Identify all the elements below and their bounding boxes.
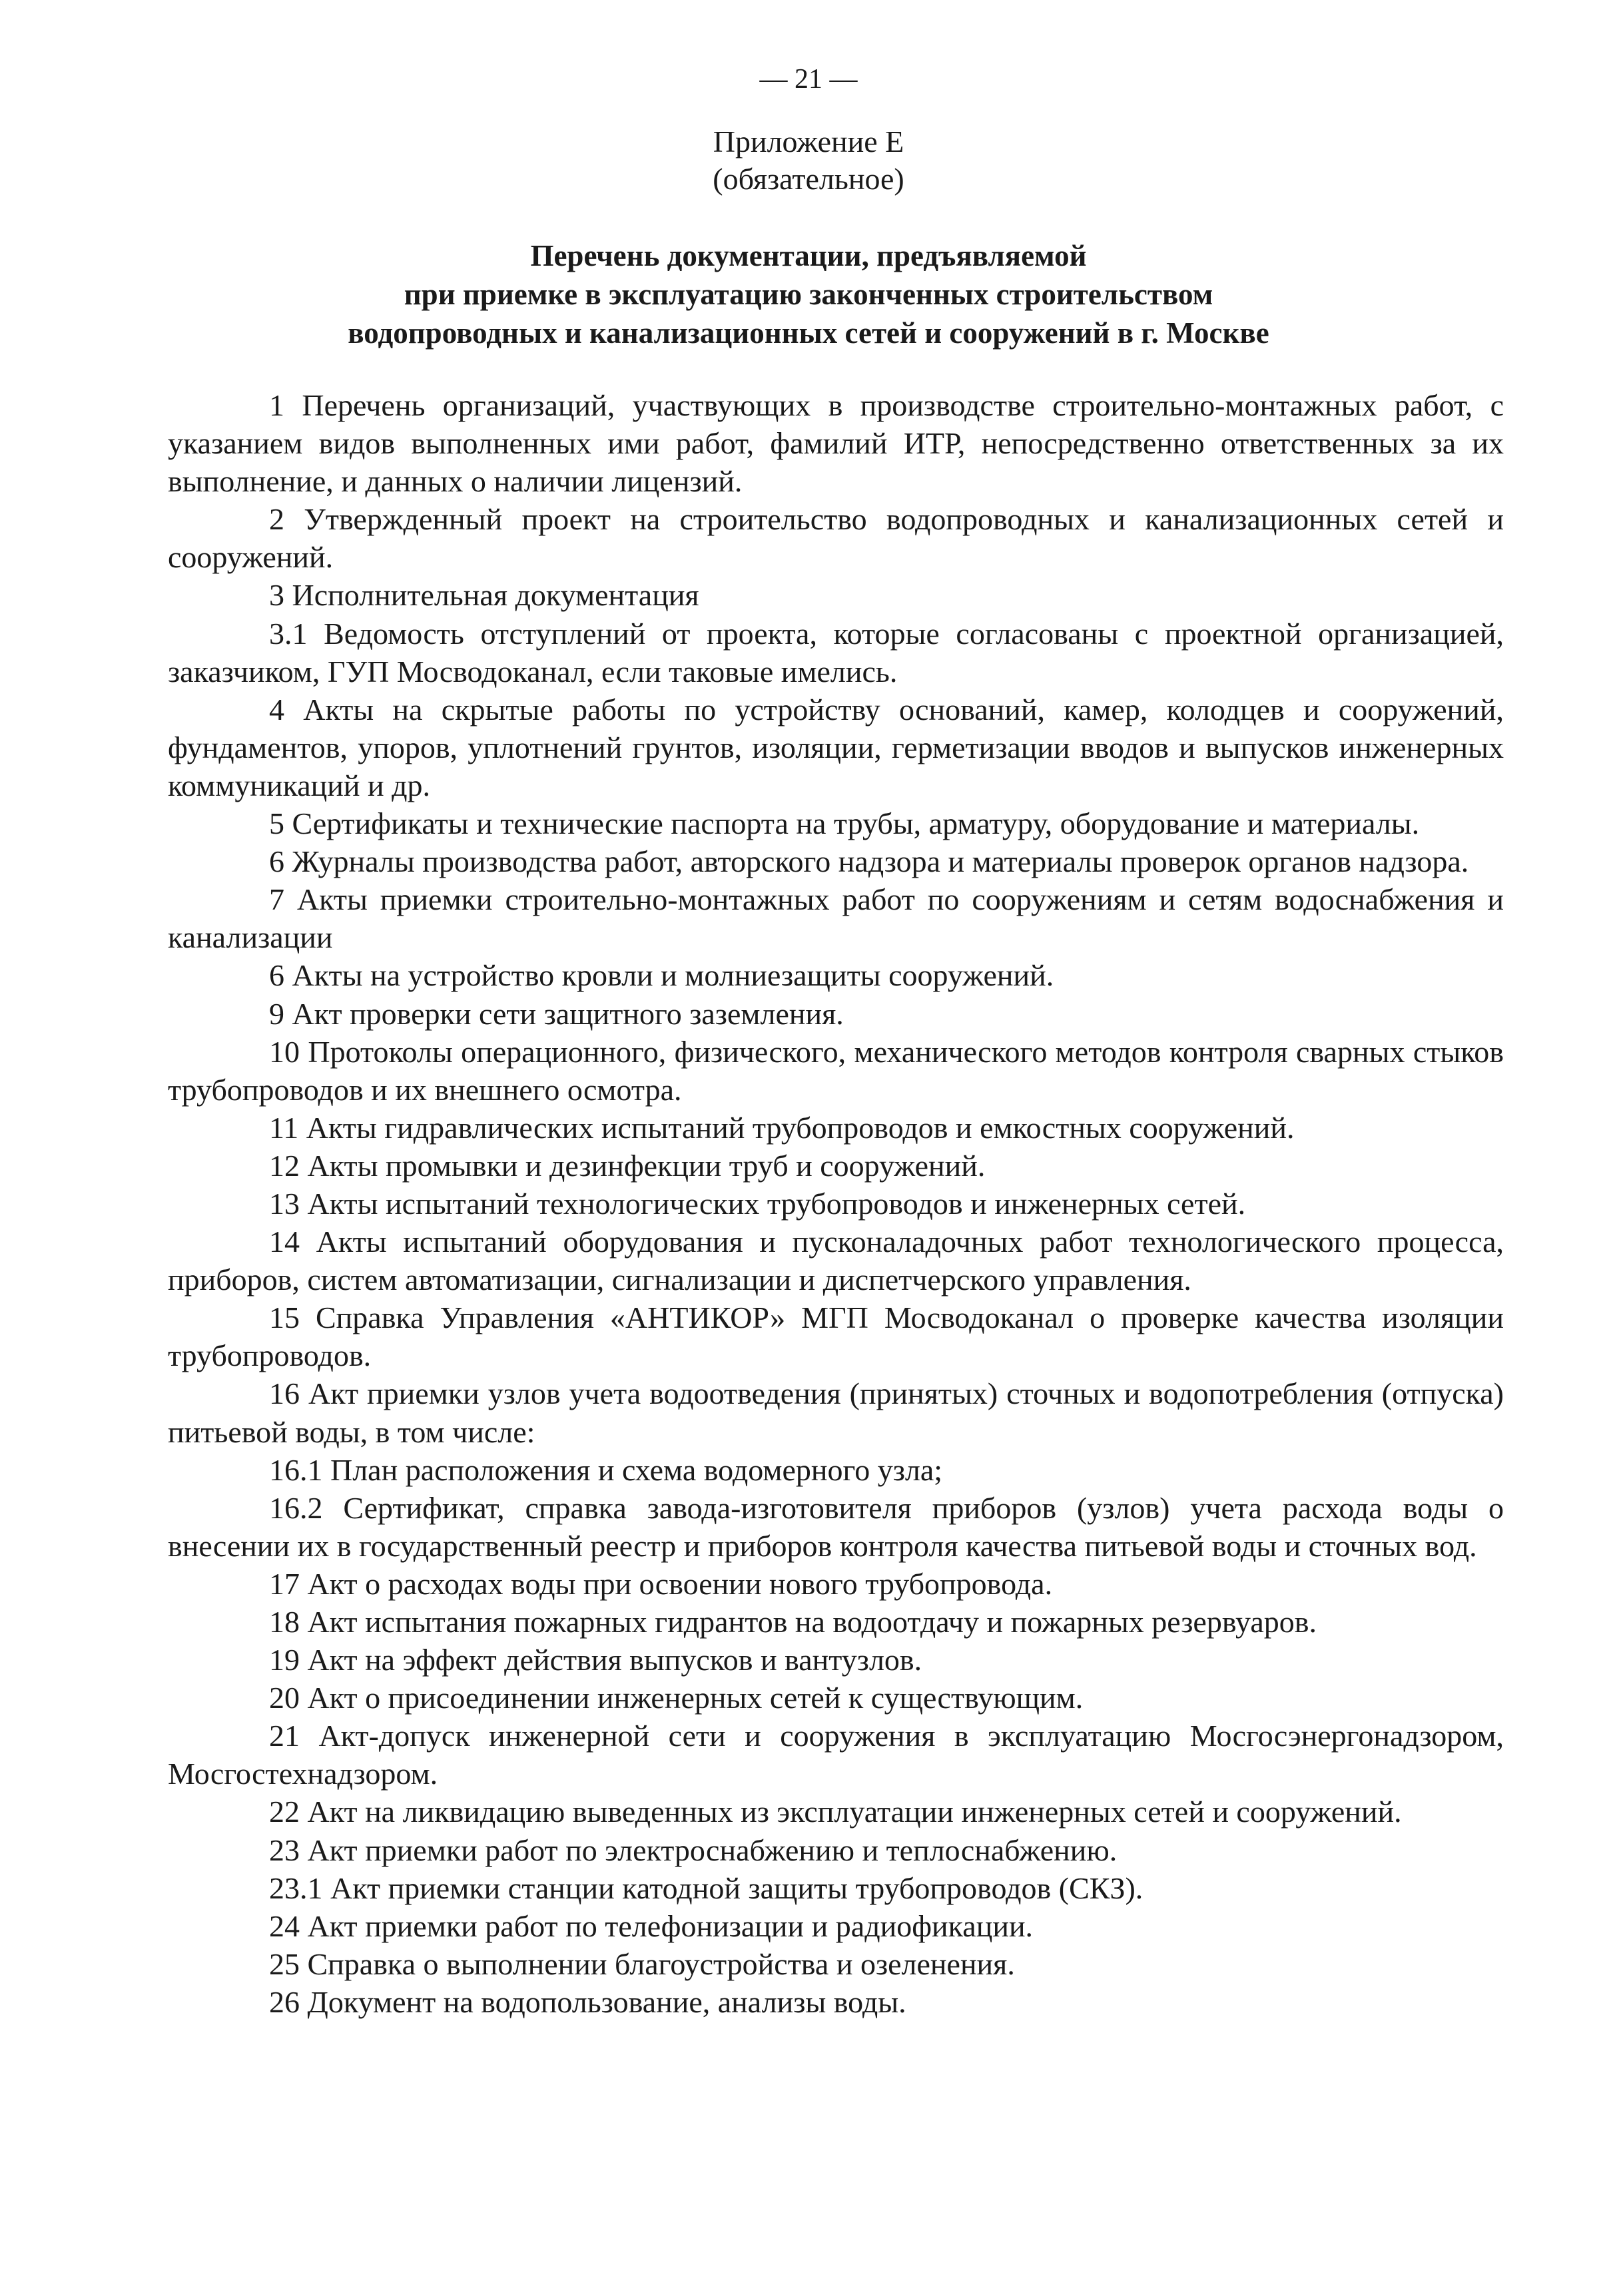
list-item: 3.1 Ведомость отступлений от проекта, которые согласованы с проектной организацией, заказчиком, ГУП Мосводоканал, если таковые имелись. xyxy=(168,616,1504,689)
heading-line: Перечень документации, предъявляемой xyxy=(530,239,1087,272)
list-item: 11 Акты гидравлических испытаний трубопроводов и емкостных сооружений. xyxy=(269,1110,1295,1145)
list-item: 16 Акт приемки узлов учета водоотведения (принятых) сточных и водопотребления (отпуска) питьевой воды, в том числе: xyxy=(168,1376,1504,1449)
list-item: 19 Акт на эффект действия выпусков и вантузлов. xyxy=(269,1643,922,1677)
page-number: — 21 — xyxy=(759,64,858,95)
list-item: 25 Справка о выполнении благоустройства и озеленения. xyxy=(269,1946,1015,1981)
document-list xyxy=(168,386,1504,2021)
list-item: 23 Акт приемки работ по электроснабжению и теплоснабжению. xyxy=(269,1833,1118,1867)
list-item: 23.1 Акт приемки станции катодной защиты трубопроводов (СКЗ). xyxy=(269,1870,1143,1905)
list-item: 10 Протоколы операционного, физического, механического методов контроля сварных стыков трубопроводов и их внешнего осмотра. xyxy=(168,1034,1504,1107)
list-item: 4 Акты на скрытые работы по устройству оснований, камер, колодцев и сооружений, фундаментов, упоров, уплотнений грунтов, изоляции, герметизации вводов и выпусков инженерных коммуникаций и др. xyxy=(168,692,1504,802)
list-item: 16.2 Сертификат, справка завода-изготовителя приборов (узлов) учета расхода воды о внесении их в государственный реестр и приборов контроля качества питьевой воды и сточных вод. xyxy=(168,1490,1504,1563)
list-item: 16.1 План расположения и схема водомерного узла; xyxy=(269,1452,943,1487)
list-item: 6 Акты на устройство кровли и молниезащиты сооружений. xyxy=(269,958,1054,993)
list-item: 3 Исполнительная документация xyxy=(269,578,699,613)
list-item: 14 Акты испытаний оборудования и пусконаладочных работ технологического процесса, приборов, систем автоматизации, сигнализации и диспетчерского управления. xyxy=(168,1225,1504,1297)
list-item: 15 Справка Управления «АНТИКОР» МГП Мосводоканал о проверке качества изоляции трубопроводов. xyxy=(168,1300,1504,1373)
document-heading xyxy=(0,236,1617,352)
list-item: 21 Акт-допуск инженерной сети и сооружения в эксплуатацию Мосгосэнергонадзором, Мосгостехнадзором. xyxy=(168,1719,1504,1791)
appendix-subtitle: (обязательное) xyxy=(713,162,904,196)
list-item: 17 Акт о расходах воды при освоении нового трубопровода. xyxy=(269,1566,1053,1601)
list-item: 7 Акты приемки строительно-монтажных работ по сооружениям и сетям водоснабжения и канализации xyxy=(168,882,1504,955)
list-item: 13 Акты испытаний технологических трубопроводов и инженерных сетей. xyxy=(269,1186,1246,1221)
heading-line: при приемке в эксплуатацию законченных строительством xyxy=(404,278,1213,311)
heading-line: водопроводных и канализационных сетей и сооружений в г. Москве xyxy=(348,316,1269,350)
list-item: 26 Документ на водопользование, анализы воды. xyxy=(269,1984,906,2019)
list-item: 12 Акты промывки и дезинфекции труб и сооружений. xyxy=(269,1148,986,1183)
list-item: 5 Сертификаты и технические паспорта на трубы, арматуру, оборудование и материалы. xyxy=(269,806,1420,841)
list-item: 1 Перечень организаций, участвующих в производстве строительно-монтажных работ, с указанием видов выполненных ими работ, фамилий ИТР, непосредственно ответственных за их выполнение, и данных о наличии лицензий. xyxy=(168,388,1504,499)
appendix-header xyxy=(0,123,1617,198)
appendix-title: Приложение Е xyxy=(713,125,904,158)
list-item: 24 Акт приемки работ по телефонизации и радиофикации. xyxy=(269,1908,1034,1943)
list-item: 22 Акт на ликвидацию выведенных из эксплуатации инженерных сетей и сооружений. xyxy=(269,1795,1402,1829)
list-item: 20 Акт о присоединении инженерных сетей к существующим. xyxy=(269,1681,1084,1715)
list-item: 18 Акт испытания пожарных гидрантов на водоотдачу и пожарных резервуаров. xyxy=(269,1605,1317,1639)
list-item: 9 Акт проверки сети защитного заземления. xyxy=(269,996,844,1031)
list-item: 6 Журналы производства работ, авторского надзора и материалы проверок органов надзора. xyxy=(269,844,1469,879)
list-item: 2 Утвержденный проект на строительство водопроводных и канализационных сетей и сооружений. xyxy=(168,502,1504,575)
